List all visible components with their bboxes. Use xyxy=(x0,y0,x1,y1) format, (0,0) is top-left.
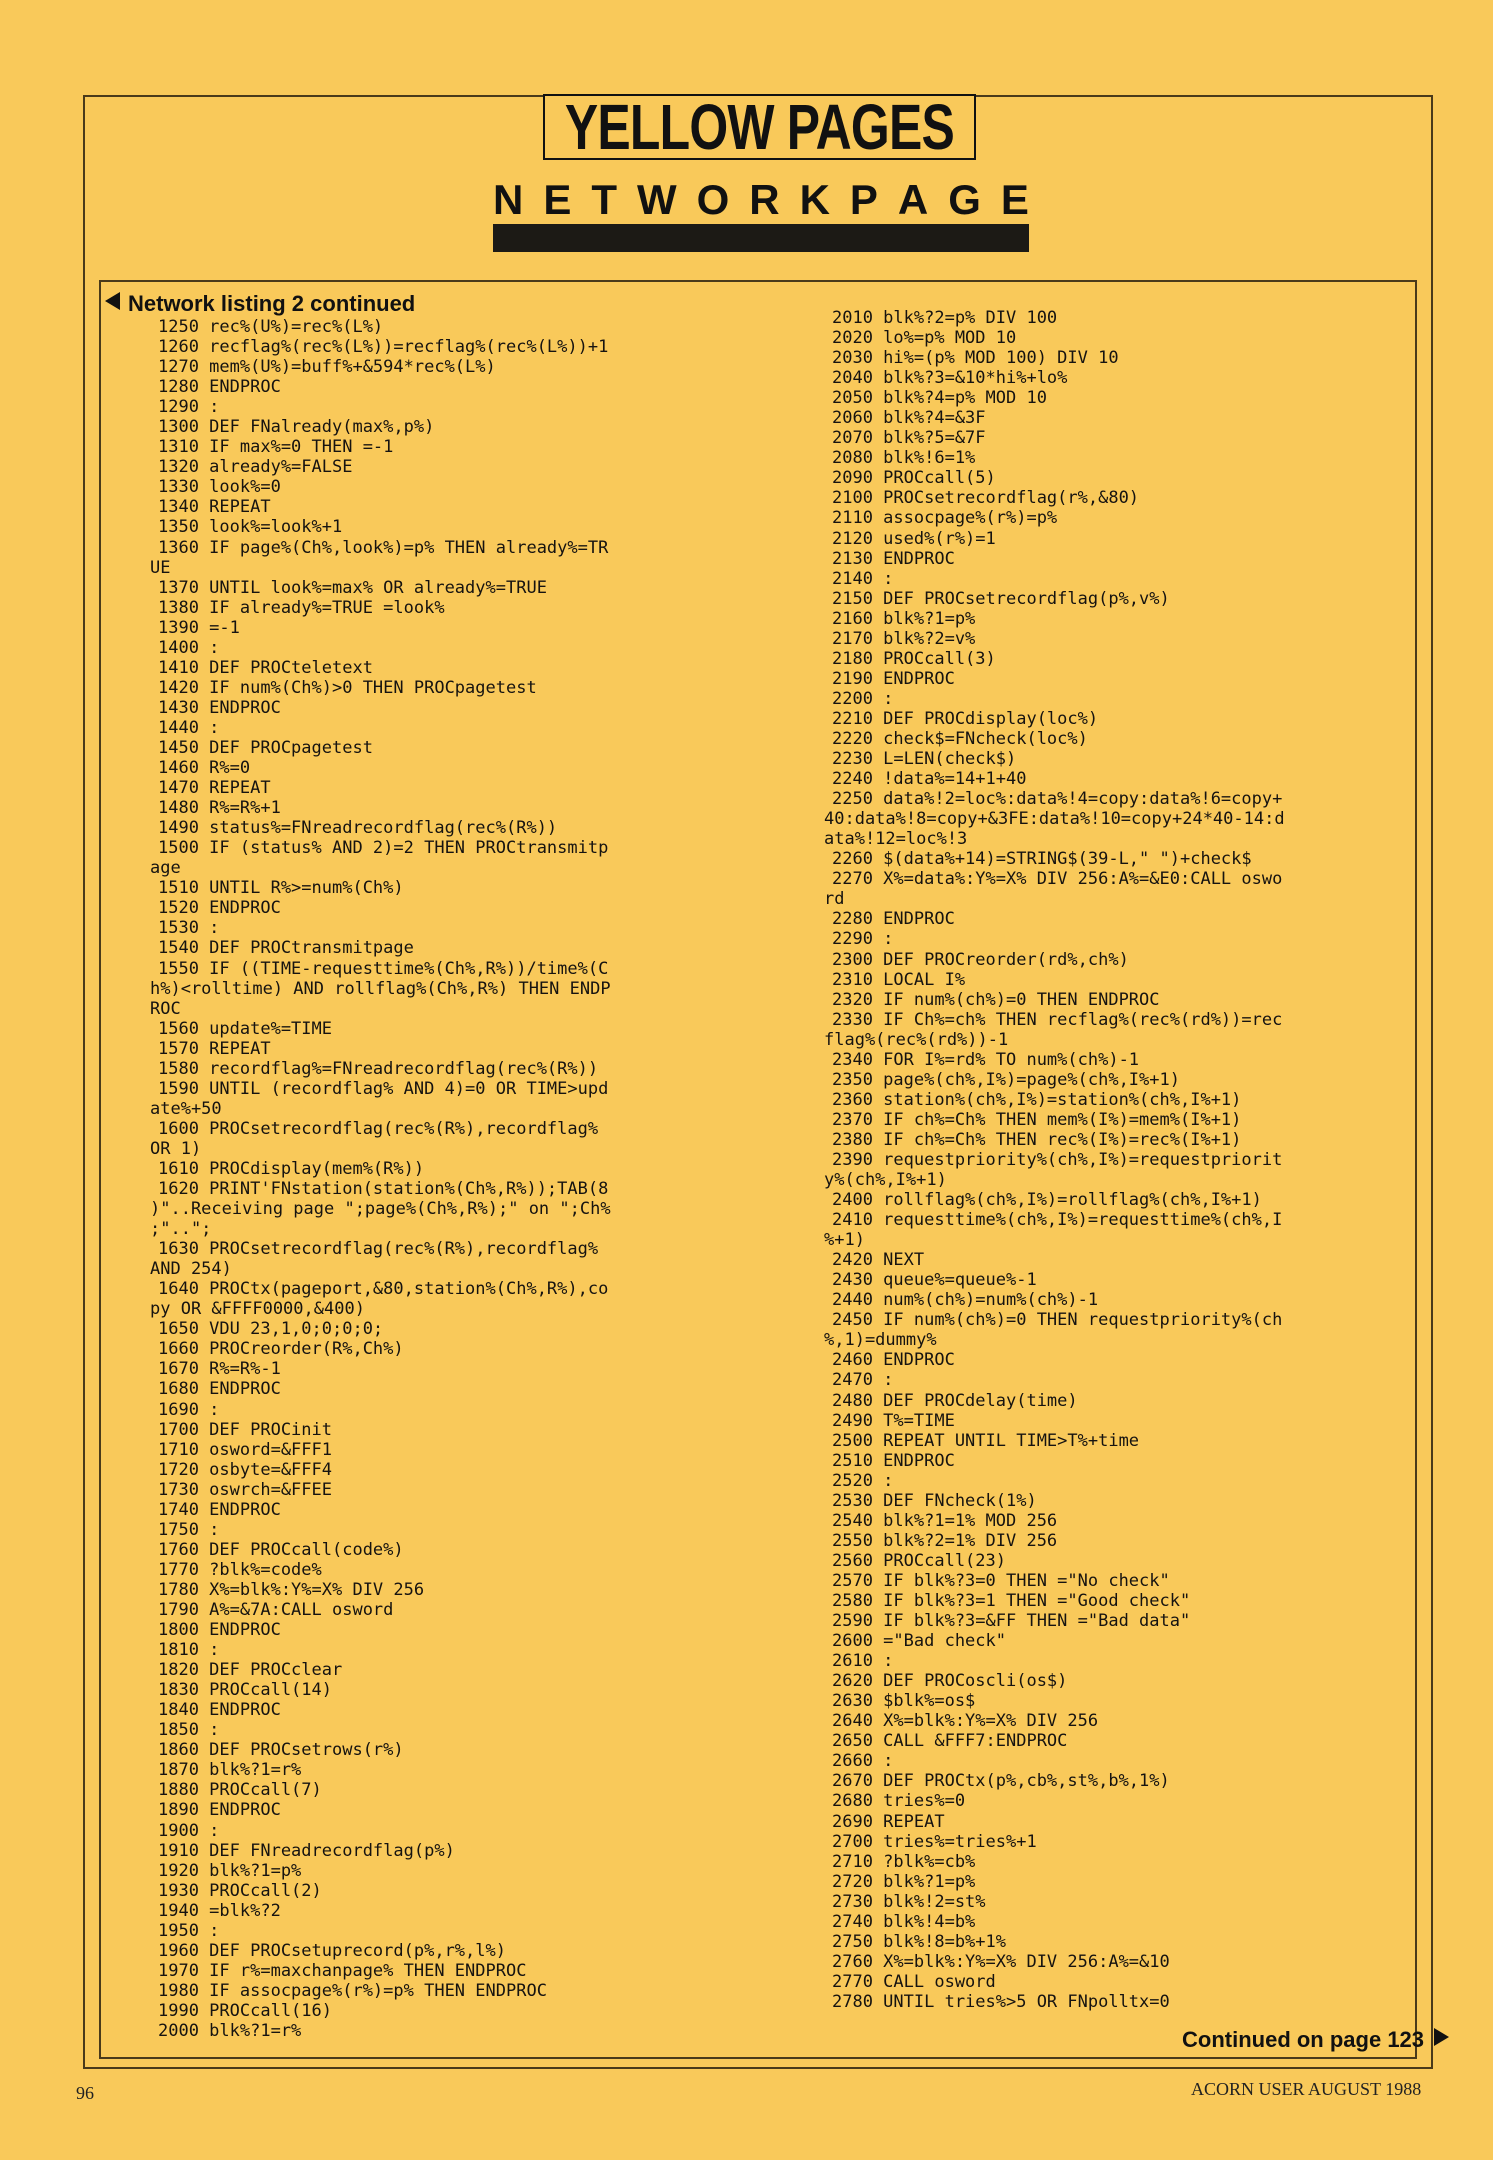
subtitle-letter: R xyxy=(749,176,780,223)
code-line: 2700 tries%=tries%+1 xyxy=(832,1831,1037,1852)
code-line: 1590 UNTIL (recordflag% AND 4)=0 OR TIME>upd xyxy=(158,1078,609,1099)
code-line: 1810 : xyxy=(158,1640,220,1661)
code-line: 1860 DEF PROCsetrows(r%) xyxy=(158,1740,404,1761)
code-line: 2150 DEF PROCsetrecordflag(p%,v%) xyxy=(832,588,1170,609)
code-line: 1450 DEF PROCpagetest xyxy=(158,737,373,758)
code-line: h%)<rolltime) AND rollflag%(Ch%,R%) THEN ENDP xyxy=(150,978,611,999)
code-line: 1540 DEF PROCtransmitpage xyxy=(158,938,414,959)
code-line: 1730 oswrch=&FFEE xyxy=(158,1479,332,1500)
subtitle-letter: E xyxy=(543,176,572,223)
code-line: 2180 PROCcall(3) xyxy=(832,648,996,669)
code-line: 2360 station%(ch%,I%)=station%(ch%,I%+1) xyxy=(832,1089,1242,1110)
code-line: 1550 IF ((TIME-requesttime%(Ch%,R%))/time%(C xyxy=(158,958,609,979)
code-line: 2260 $(data%+14)=STRING$(39-L," ")+check$ xyxy=(832,849,1252,870)
code-line: 1780 X%=blk%:Y%=X% DIV 256 xyxy=(158,1579,425,1600)
code-line: )"..Receiving page ";page%(Ch%,R%);" on ";Ch% xyxy=(150,1199,611,1220)
code-line: 2540 blk%?1=1% MOD 256 xyxy=(832,1510,1058,1531)
listing-header-label: Network listing 2 continued xyxy=(128,291,416,316)
code-line: 2750 blk%!8=b%+1% xyxy=(832,1931,1006,1952)
code-line: 1370 UNTIL look%=max% OR already%=TRUE xyxy=(158,577,547,598)
code-line: 1480 R%=R%+1 xyxy=(158,798,281,819)
code-line: 1800 ENDPROC xyxy=(158,1620,281,1641)
code-line: 2220 check$=FNcheck(loc%) xyxy=(832,728,1088,749)
code-line: 2200 : xyxy=(832,688,894,709)
code-line: 2480 DEF PROCdelay(time) xyxy=(832,1390,1078,1411)
code-line: 2410 requesttime%(ch%,I%)=requesttime%(ch%,I xyxy=(832,1210,1283,1231)
code-line: 1970 IF r%=maxchanpage% THEN ENDPROC xyxy=(158,1960,527,1981)
code-line: 2290 : xyxy=(832,929,894,950)
code-line: 1890 ENDPROC xyxy=(158,1800,281,1821)
code-line: 2350 page%(ch%,I%)=page%(ch%,I%+1) xyxy=(832,1069,1180,1090)
code-line: 1380 IF already%=TRUE =look% xyxy=(158,597,445,618)
code-line: 1600 PROCsetrecordflag(rec%(R%),recordflag% xyxy=(158,1118,599,1139)
code-line: 1460 R%=0 xyxy=(158,758,251,779)
code-line: ;".."; xyxy=(150,1219,212,1240)
continued-note xyxy=(1182,2027,1450,2053)
code-line: 2490 T%=TIME xyxy=(832,1410,955,1431)
code-line: 2060 blk%?4=&3F xyxy=(832,408,986,429)
title-box xyxy=(543,91,976,163)
code-line: 2270 X%=data%:Y%=X% DIV 256:A%=&E0:CALL oswo xyxy=(832,869,1283,890)
code-line: 1330 look%=0 xyxy=(158,477,281,498)
code-line: rd xyxy=(824,889,845,910)
code-line: py OR &FFFF0000,&400) xyxy=(150,1299,365,1320)
code-line: 2550 blk%?2=1% DIV 256 xyxy=(832,1530,1058,1551)
code-line: 1610 PROCdisplay(mem%(R%)) xyxy=(158,1158,425,1179)
code-line: 1900 : xyxy=(158,1820,220,1841)
code-line: 1390 =-1 xyxy=(158,617,240,638)
code-line: 2320 IF num%(ch%)=0 THEN ENDPROC xyxy=(832,989,1160,1010)
code-line: 2780 UNTIL tries%>5 OR FNpolltx=0 xyxy=(832,1991,1170,2012)
code-line: 1820 DEF PROCclear xyxy=(158,1660,343,1681)
code-line: 2500 REPEAT UNTIL TIME>T%+time xyxy=(832,1430,1140,1451)
code-line: 40:data%!8=copy+&3FE:data%!10=copy+24*40-14:d xyxy=(824,809,1285,830)
code-line: 2030 hi%=(p% MOD 100) DIV 10 xyxy=(832,348,1119,369)
code-line: 1910 DEF FNreadrecordflag(p%) xyxy=(158,1840,455,1861)
code-line: 1770 ?blk%=code% xyxy=(158,1559,322,1580)
subtitle-letter: N xyxy=(493,176,524,223)
code-line: 1410 DEF PROCteletext xyxy=(158,657,373,678)
code-line: 2390 requestpriority%(ch%,I%)=requestpriorit xyxy=(832,1149,1283,1170)
code-line: 2690 REPEAT xyxy=(832,1811,945,1832)
code-line: 1470 REPEAT xyxy=(158,778,271,799)
code-line: 1420 IF num%(Ch%)>0 THEN PROCpagetest xyxy=(158,677,537,698)
code-line: 2430 queue%=queue%-1 xyxy=(832,1270,1037,1291)
code-line: 2420 NEXT xyxy=(832,1250,925,1271)
code-line: 2100 PROCsetrecordflag(r%,&80) xyxy=(832,488,1140,509)
code-line: 2250 data%!2=loc%:data%!4=copy:data%!6=copy+ xyxy=(832,789,1283,810)
code-line: 1720 osbyte=&FFF4 xyxy=(158,1459,332,1480)
code-line: 1830 PROCcall(14) xyxy=(158,1680,332,1701)
code-line: ROC xyxy=(150,998,181,1019)
code-line: 2380 IF ch%=Ch% THEN rec%(I%)=rec%(I%+1) xyxy=(832,1129,1242,1150)
page-number: 96 xyxy=(76,2083,94,2103)
code-line: 1920 blk%?1=p% xyxy=(158,1860,302,1881)
code-line: 2710 ?blk%=cb% xyxy=(832,1851,976,1872)
code-line: 2010 blk%?2=p% DIV 100 xyxy=(832,308,1058,328)
code-line: flag%(rec%(rd%))-1 xyxy=(824,1029,1009,1050)
code-line: 1740 ENDPROC xyxy=(158,1499,281,1520)
magazine-footer: ACORN USER AUGUST 1988 xyxy=(1191,2079,1422,2099)
code-line: 2120 used%(r%)=1 xyxy=(832,528,996,549)
code-line: 2610 : xyxy=(832,1651,894,1672)
code-line: 1360 IF page%(Ch%,look%)=p% THEN already%=TR xyxy=(158,537,609,558)
code-line: 2050 blk%?4=p% MOD 10 xyxy=(832,388,1047,409)
code-line: 2620 DEF PROCoscli(os$) xyxy=(832,1671,1068,1692)
code-line: 1700 DEF PROCinit xyxy=(158,1419,332,1440)
code-line: 1790 A%=&7A:CALL osword xyxy=(158,1600,394,1620)
code-line: 2190 ENDPROC xyxy=(832,668,955,689)
code-line: 1990 PROCcall(16) xyxy=(158,2000,332,2021)
subtitle-letter: G xyxy=(948,176,981,223)
code-line: 2630 $blk%=os$ xyxy=(832,1691,976,1712)
code-line: 1940 =blk%?2 xyxy=(158,1900,281,1921)
triangle-left-icon xyxy=(104,291,122,317)
code-line: ate%+50 xyxy=(150,1098,222,1119)
code-line: 2760 X%=blk%:Y%=X% DIV 256:A%=&10 xyxy=(832,1951,1170,1972)
code-line: 2770 CALL osword xyxy=(832,1971,996,1992)
code-line: 1850 : xyxy=(158,1720,220,1741)
code-line: age xyxy=(150,858,181,879)
code-line: 2070 blk%?5=&7F xyxy=(832,428,986,449)
code-line: 2230 L=LEN(check$) xyxy=(832,749,1017,770)
code-line: 1670 R%=R%-1 xyxy=(158,1359,281,1380)
code-line: 2730 blk%!2=st% xyxy=(832,1891,986,1912)
code-line: 2310 LOCAL I% xyxy=(832,969,966,990)
code-line: 2240 !data%=14+1+40 xyxy=(832,769,1027,790)
code-line: 2110 assocpage%(r%)=p% xyxy=(832,508,1058,529)
code-line: 1690 : xyxy=(158,1399,220,1420)
code-line: 2600 ="Bad check" xyxy=(832,1631,1006,1652)
code-line: 1620 PRINT'FNstation(station%(Ch%,R%));TAB(8 xyxy=(158,1179,609,1200)
triangle-right-icon xyxy=(1432,2027,1450,2053)
code-line: 2570 IF blk%?3=0 THEN ="No check" xyxy=(832,1570,1170,1591)
code-line: 2040 blk%?3=&10*hi%+lo% xyxy=(832,368,1068,389)
code-line: 2670 DEF PROCtx(p%,cb%,st%,b%,1%) xyxy=(832,1771,1170,1792)
code-line: 2020 lo%=p% MOD 10 xyxy=(832,328,1017,349)
code-line: 1260 recflag%(rec%(L%))=recflag%(rec%(L%))+1 xyxy=(158,337,609,358)
subtitle-letter: P xyxy=(849,176,878,223)
code-line: 1640 PROCtx(pageport,&80,station%(Ch%,R%),co xyxy=(158,1279,609,1300)
code-line: 1680 ENDPROC xyxy=(158,1379,281,1400)
code-line: ata%!12=loc%!3 xyxy=(824,829,968,850)
code-line: 1960 DEF PROCsetuprecord(p%,r%,l%) xyxy=(158,1940,506,1961)
code-line: 1750 : xyxy=(158,1519,220,1540)
code-line: 2460 ENDPROC xyxy=(832,1350,955,1371)
code-line: 1350 look%=look%+1 xyxy=(158,517,343,538)
code-line: y%(ch%,I%+1) xyxy=(824,1170,947,1191)
code-line: 1950 : xyxy=(158,1920,220,1941)
code-line: 1660 PROCreorder(R%,Ch%) xyxy=(158,1339,404,1360)
subtitle-letter: A xyxy=(897,176,929,223)
code-line: 1530 : xyxy=(158,918,220,939)
code-line: 1840 ENDPROC xyxy=(158,1700,281,1721)
continued-label: Continued on page 123 xyxy=(1182,2027,1425,2052)
code-line: 1440 : xyxy=(158,717,220,738)
subtitle-letter: K xyxy=(799,176,830,223)
code-line: 2210 DEF PROCdisplay(loc%) xyxy=(832,708,1099,729)
listing-header xyxy=(104,290,415,318)
code-line: 1580 recordflag%=FNreadrecordflag(rec%(R%)) xyxy=(158,1058,599,1079)
code-line: 2300 DEF PROCreorder(rd%,ch%) xyxy=(832,949,1129,970)
code-line: 1290 : xyxy=(158,397,220,418)
code-line: 1760 DEF PROCcall(code%) xyxy=(158,1539,404,1560)
code-line: 2450 IF num%(ch%)=0 THEN requestpriority%(ch xyxy=(832,1310,1283,1331)
subtitle-letter: O xyxy=(696,176,730,223)
code-line: UE xyxy=(150,557,171,578)
code-line: 2440 num%(ch%)=num%(ch%)-1 xyxy=(832,1290,1099,1311)
code-line: 2660 : xyxy=(832,1751,894,1772)
code-line: 2080 blk%!6=1% xyxy=(832,448,976,469)
code-line: 2680 tries%=0 xyxy=(832,1791,966,1812)
section-subtitle xyxy=(493,176,1029,224)
code-line: 1500 IF (status% AND 2)=2 THEN PROCtransmitp xyxy=(158,838,609,859)
code-line: 1630 PROCsetrecordflag(rec%(R%),recordflag% xyxy=(158,1239,599,1260)
subtitle-letter: W xyxy=(636,176,677,223)
code-line: 2090 PROCcall(5) xyxy=(832,468,996,489)
code-line: 2740 blk%!4=b% xyxy=(832,1911,976,1932)
code-line: 1270 mem%(U%)=buff%+&594*rec%(L%) xyxy=(158,357,496,378)
subtitle-underline-bar xyxy=(493,224,1029,252)
code-line: 1340 REPEAT xyxy=(158,497,271,518)
code-line: 2560 PROCcall(23) xyxy=(832,1550,1006,1571)
code-line: %+1) xyxy=(824,1230,865,1251)
subtitle-letter: E xyxy=(1000,176,1029,223)
code-line: 1250 rec%(U%)=rec%(L%) xyxy=(158,317,384,337)
code-line: 1300 DEF FNalready(max%,p%) xyxy=(158,417,435,438)
code-line: 2330 IF Ch%=ch% THEN recflag%(rec%(rd%))=rec xyxy=(832,1009,1283,1030)
code-column-left xyxy=(150,317,611,2041)
code-line: 1280 ENDPROC xyxy=(158,377,281,398)
code-line: 1650 VDU 23,1,0;0;0;0; xyxy=(158,1319,384,1340)
code-line: 2130 ENDPROC xyxy=(832,548,955,569)
code-line: 2370 IF ch%=Ch% THEN mem%(I%)=mem%(I%+1) xyxy=(832,1109,1242,1130)
code-line: 2590 IF blk%?3=&FF THEN ="Bad data" xyxy=(832,1611,1191,1632)
code-line: 2650 CALL &FFF7:ENDPROC xyxy=(832,1731,1068,1752)
code-line: 2530 DEF FNcheck(1%) xyxy=(832,1490,1037,1511)
code-column-right xyxy=(824,308,1285,2012)
code-line: 1880 PROCcall(7) xyxy=(158,1780,322,1801)
code-line: 1400 : xyxy=(158,637,220,658)
code-line: 1870 blk%?1=r% xyxy=(158,1760,302,1781)
code-line: 2470 : xyxy=(832,1370,894,1391)
code-line: 2170 blk%?2=v% xyxy=(832,628,976,649)
code-line: 2510 ENDPROC xyxy=(832,1450,955,1471)
code-line: 2280 ENDPROC xyxy=(832,909,955,930)
code-line: 1930 PROCcall(2) xyxy=(158,1880,322,1901)
code-line: 1980 IF assocpage%(r%)=p% THEN ENDPROC xyxy=(158,1980,547,2001)
code-line: OR 1) xyxy=(150,1138,202,1159)
code-line: 2140 : xyxy=(832,568,894,589)
code-line: 2640 X%=blk%:Y%=X% DIV 256 xyxy=(832,1711,1099,1732)
code-line: 1310 IF max%=0 THEN =-1 xyxy=(158,437,394,458)
code-line: %,1)=dummy% xyxy=(824,1330,937,1351)
code-line: 2520 : xyxy=(832,1470,894,1491)
page-title: YELLOW PAGES xyxy=(564,91,955,163)
subtitle-letter: T xyxy=(591,176,617,223)
code-line: 1490 status%=FNreadrecordflag(rec%(R%)) xyxy=(158,818,558,839)
code-line: AND 254) xyxy=(150,1259,232,1280)
code-line: 1570 REPEAT xyxy=(158,1038,271,1059)
code-line: 1710 osword=&FFF1 xyxy=(158,1439,332,1460)
code-line: 1510 UNTIL R%>=num%(Ch%) xyxy=(158,878,404,899)
code-line: 2160 blk%?1=p% xyxy=(832,608,976,629)
code-line: 2000 blk%?1=r% xyxy=(158,2020,302,2041)
code-line: 2720 blk%?1=p% xyxy=(832,1871,976,1892)
code-line: 1520 ENDPROC xyxy=(158,898,281,919)
code-line: 1430 ENDPROC xyxy=(158,697,281,718)
code-line: 2340 FOR I%=rd% TO num%(ch%)-1 xyxy=(832,1049,1140,1070)
code-line: 2400 rollflag%(ch%,I%)=rollflag%(ch%,I%+1) xyxy=(832,1190,1262,1211)
code-line: 1320 already%=FALSE xyxy=(158,457,353,478)
code-line: 2580 IF blk%?3=1 THEN ="Good check" xyxy=(832,1591,1191,1611)
code-line: 1560 update%=TIME xyxy=(158,1018,332,1039)
